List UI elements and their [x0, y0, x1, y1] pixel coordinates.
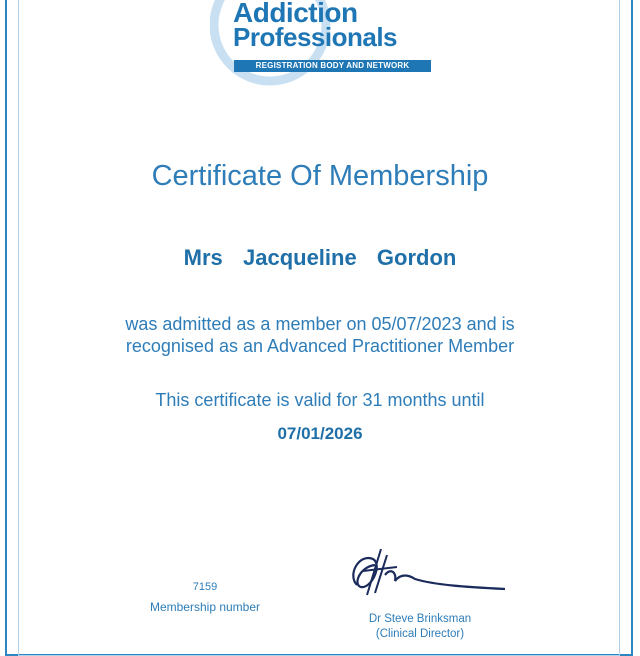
signatory-role: (Clinical Director)	[375, 628, 465, 640]
logo-tagline: REGISTRATION BODY AND NETWORK	[234, 60, 431, 72]
logo-text-line1: Addiction	[233, 0, 358, 28]
validity-statement: This certificate is valid for 31 months until	[155, 390, 485, 410]
member-name: Mrs Jacqueline Gordon	[183, 245, 457, 270]
signatory-block	[345, 612, 495, 642]
certificate-title: Certificate Of Membership	[151, 160, 489, 192]
validity-date: 07/01/2026	[277, 424, 363, 443]
signatory-name: Dr Steve Brinksman	[368, 613, 472, 625]
addiction-professionals-logo	[210, 0, 440, 100]
handwritten-signature	[345, 545, 515, 605]
logo-text-line2: Professionals	[233, 22, 398, 52]
membership-number: 7159	[192, 581, 218, 593]
admission-line-2: recognised as an Advanced Practitioner Member	[125, 336, 515, 356]
membership-number-label: Membership number	[149, 600, 261, 614]
admission-line-1: was admitted as a member on 05/07/2023 and is	[125, 314, 515, 334]
admission-statement	[60, 313, 580, 357]
